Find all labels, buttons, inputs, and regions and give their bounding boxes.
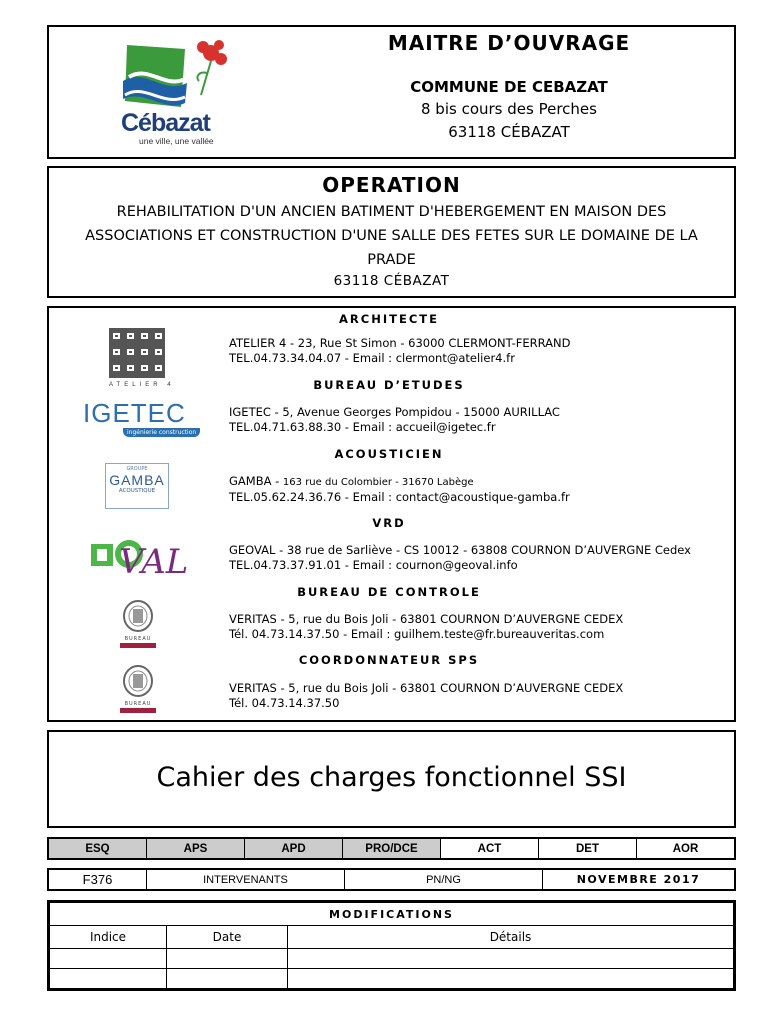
role-architecte: ARCHITECTE: [339, 312, 439, 326]
table-row: [50, 949, 734, 969]
cell-indice: [50, 969, 167, 989]
gamba-logo-top: GROUPE: [126, 466, 148, 472]
footer-date: NOVEMBRE 2017: [576, 873, 701, 886]
acousticien-info: [229, 474, 570, 505]
gamba-logo: [105, 463, 169, 509]
architecte-address: ATELIER 4 - 23, Rue St Simon - 63000 CLERMONT-FERRAND: [229, 336, 571, 350]
veritas-logo-2-text: BUREAU: [124, 701, 152, 707]
cebazat-logo-name: Cébazat: [121, 109, 210, 137]
phase-esq: ESQ: [49, 839, 147, 858]
vrd-info: [229, 543, 691, 573]
vrd-contact: TEL.04.73.37.91.01 - Email : cournon@geoval.info: [229, 558, 518, 572]
operation-box: [47, 166, 736, 298]
cell-details: [288, 969, 734, 989]
cell-indice: [50, 949, 167, 969]
document-title: Cahier des charges fonctionnel SSI: [156, 762, 627, 793]
role-vrd: VRD: [372, 516, 406, 530]
operation-description: REHABILITATION D'UN ANCIEN BATIMENT D'HEBERGEMENT EN MAISON DES ASSOCIATIONS ET CONSTRUCTION D'UNE SALLE DES FETES SUR LE DOMAINE DE LA PRADE: [85, 204, 698, 268]
document-title-box: [47, 730, 736, 828]
role-bureau-etudes: BUREAU D’ETUDES: [313, 378, 465, 392]
maitre-ouvrage-title: MAITRE D’OUVRAGE: [387, 31, 631, 55]
coordonnateur-sps-contact: Tél. 04.73.14.37.50: [229, 696, 340, 710]
table-row: [50, 969, 734, 989]
role-acousticien: ACOUSTICIEN: [334, 447, 444, 461]
bureau-controle-contact: Tél. 04.73.14.37.50 - Email : guilhem.teste@fr.bureauveritas.com: [229, 627, 605, 641]
phases-row: [47, 837, 736, 860]
operation-title: OPERATION: [322, 173, 461, 197]
bureau-etudes-address: IGETEC - 5, Avenue Georges Pompidou - 15000 AURILLAC: [229, 405, 560, 419]
geoval-logo-text: VAL: [119, 542, 189, 582]
veritas-logo-1: [115, 600, 161, 648]
modifications-table: [49, 902, 734, 989]
column-details: Détails: [288, 926, 734, 949]
igetec-logo-sub: ingénierie construction: [123, 428, 200, 437]
veritas-logo-1-band: [120, 643, 156, 648]
acousticien-address: 163 rue du Colombier - 31670 Labège: [282, 477, 474, 488]
footer-pn-ng: PN/NG: [345, 870, 543, 889]
maitre-ouvrage-box: [47, 25, 736, 159]
architecte-contact: TEL.04.73.34.04.07 - Email : clermont@atelier4.fr: [229, 351, 515, 365]
cebazat-logo: [115, 37, 235, 149]
bureau-controle-address: VERITAS - 5, rue du Bois Joli - 63801 COURNON D’AUVERGNE CEDEX: [229, 612, 624, 626]
cebazat-logo-tagline: une ville, une vallée: [139, 136, 214, 146]
acousticien-name: GAMBA -: [229, 474, 283, 488]
cell-details: [288, 949, 734, 969]
footer-row: [47, 868, 736, 891]
gamba-logo-text: GAMBA: [109, 472, 165, 488]
phase-det: DET: [539, 839, 637, 858]
bureau-etudes-contact: TEL.04.71.63.88.30 - Email : accueil@igetec.fr: [229, 420, 496, 434]
atelier4-grid-icon: [109, 328, 165, 378]
modifications-box: [47, 900, 736, 991]
phase-aps: APS: [147, 839, 245, 858]
commune-name: COMMUNE DE CEBAZAT: [410, 78, 608, 96]
phase-aor: AOR: [672, 842, 699, 855]
cell-date: [167, 969, 288, 989]
veritas-logo-1-text: BUREAU: [124, 636, 152, 642]
commune-address: 8 bis cours des Perches: [421, 100, 597, 118]
gamba-logo-sub: ACOUSTIQUE: [118, 488, 156, 494]
acousticien-contact: TEL.05.62.24.36.76 - Email : contact@acoustique-gamba.fr: [229, 490, 570, 504]
atelier4-logo-text: ATELIER 4: [109, 382, 175, 388]
phase-apd: APD: [245, 839, 343, 858]
bureau-etudes-info: [229, 405, 560, 435]
phase-act: ACT: [441, 839, 539, 858]
veritas-seal-icon: [118, 600, 158, 632]
veritas-logo-2: [115, 665, 161, 717]
coordonnateur-sps-info: [229, 681, 623, 711]
igetec-logo-text: IGETEC: [83, 398, 186, 428]
role-bureau-controle: BUREAU DE CONTROLE: [297, 585, 481, 599]
igetec-logo: [83, 398, 197, 442]
geoval-logo: [89, 536, 189, 582]
column-date: Date: [167, 926, 288, 949]
veritas-seal-icon: [118, 665, 158, 697]
operation-city: 63118 CÉBAZAT: [333, 273, 450, 289]
modifications-title: MODIFICATIONS: [50, 903, 734, 926]
commune-city: 63118 CÉBAZAT: [448, 123, 570, 141]
footer-code: F376: [49, 870, 147, 889]
architecte-info: [229, 336, 571, 366]
role-coordonnateur-sps: COORDONNATEUR SPS: [298, 653, 480, 667]
bureau-controle-info: [229, 612, 623, 642]
atelier4-logo: [109, 328, 175, 388]
vrd-address: GEOVAL - 38 rue de Sarliève - CS 10012 - 63808 COURNON D’AUVERGNE Cedex: [229, 543, 691, 557]
footer-intervenants: INTERVENANTS: [147, 870, 345, 889]
intervenants-box: [47, 306, 736, 722]
column-indice: Indice: [50, 926, 167, 949]
coordonnateur-sps-address: VERITAS - 5, rue du Bois Joli - 63801 COURNON D’AUVERGNE CEDEX: [229, 681, 624, 695]
cell-date: [167, 949, 288, 969]
phase-pro-dce: PRO/DCE: [343, 839, 441, 858]
veritas-logo-2-band: [120, 708, 156, 713]
